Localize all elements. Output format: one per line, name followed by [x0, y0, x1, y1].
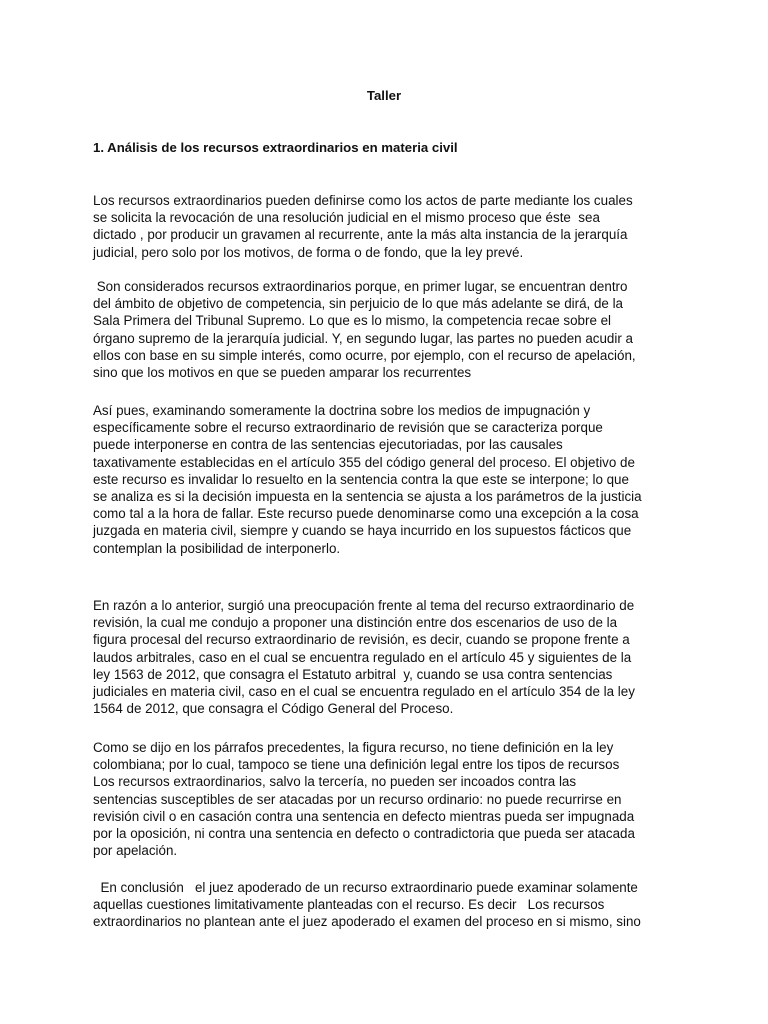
paragraph-line: extraordinarios no plantean ante el juez apoderado el examen del proceso en si mismo, sino [93, 914, 641, 930]
paragraph-line: ellos con base en su simple interés, como ocurre, por ejemplo, con el recurso de apelación, [93, 347, 636, 363]
paragraph-line: puede interponerse en contra de las sentencias ejecutoriadas, por las causales [93, 437, 563, 453]
paragraph-line: juzgada en materia civil, siempre y cuando se haya incurrido en los supuestos fácticos que [93, 523, 632, 539]
paragraph-line: como tal a la hora de fallar. Este recurso puede denominarse como una excepción a la cosa [93, 506, 639, 522]
paragraph-line: específicamente sobre el recurso extraordinario de revisión que se caracteriza porque [93, 420, 603, 436]
paragraph-line: por la oposición, ni contra una sentencia en defecto o contradictoria que pueda ser atacada [93, 826, 635, 842]
paragraph-line: laudos arbitrales, caso en el cual se encuentra regulado en el artículo 45 y siguientes de la [93, 649, 632, 665]
paragraph-line: En conclusión el juez apoderado de un recurso extraordinario puede examinar solamente [93, 880, 638, 895]
paragraph-line: contemplan la posibilidad de interponerlo. [93, 540, 341, 556]
paragraph-line: judicial, pero solo por los motivos, de forma o de fondo, que la ley prevé. [93, 244, 524, 260]
paragraph-line: revisión civil o en casación contra una sentencia en defecto mientras pueda ser impugnada [93, 808, 635, 824]
paragraph-line: del ámbito de objetivo de competencia, sin perjuicio de lo que más adelante se dirá, de la [93, 296, 624, 312]
paragraph-distinction [93, 597, 683, 717]
paragraph-line: Los recursos extraordinarios pueden definirse como los actos de parte mediante los cuales [93, 193, 633, 208]
paragraph-line: este recurso es invalidar lo resuelto en la sentencia contra la que este se interpone; lo que [93, 471, 629, 487]
paragraph-line: sentencias susceptibles de ser atacadas por un recurso ordinario: no puede recurrirse en [93, 791, 622, 807]
paragraph-line: revisión, la cual me condujo a proponer una distinción entre dos escenarios de uso de la [93, 615, 618, 631]
paragraph-line: se solicita la revocación de una resolución judicial en el mismo proceso que éste sea [93, 210, 600, 226]
paragraph-line: Como se dijo en los párrafos precedentes, la figura recurso, no tiene definición en la ley [93, 740, 614, 755]
paragraph-line: Así pues, examinando someramente la doctrina sobre los medios de impugnación y [93, 403, 591, 418]
paragraph-line: se analiza es si la decisión impuesta en la sentencia se ajusta a los parámetros de la justicia [93, 489, 642, 505]
paragraph-line: taxativamente establecidas en el artículo 355 del código general del proceso. El objetivo de [93, 454, 635, 470]
paragraph-line: En razón a lo anterior, surgió una preocupación frente al tema del recurso extraordinario de [93, 598, 635, 613]
paragraph-line: figura procesal del recurso extraordinario de revisión, es decir, cuando se propone frente a [93, 632, 630, 648]
paragraph-line: por apelación. [93, 843, 178, 859]
paragraph-line: dictado , por producir un gravamen al recurrente, ante la más alta instancia de la jerarquía [93, 227, 628, 243]
paragraph-line: colombiana; por lo cual, tampoco se tiene una definición legal entre los tipos de recursos [93, 757, 620, 773]
paragraph-line: 1564 de 2012, que consagra el Código General del Proceso. [93, 701, 454, 717]
paragraph-line: judiciales en materia civil, caso en el cual se encuentra regulado en el artículo 354 de la ley [93, 684, 635, 700]
paragraph-definition-law [93, 739, 683, 859]
section-heading: 1. Análisis de los recursos extraordinarios en materia civil [93, 140, 458, 155]
paragraph-conclusion [93, 879, 683, 931]
paragraph-line: Los recursos extraordinarios, salvo la tercería, no pueden ser incoados contra las [93, 774, 577, 790]
paragraph-classification [93, 278, 683, 381]
paragraph-line: Son considerados recursos extraordinarios porque, en primer lugar, se encuentran dentro [93, 279, 628, 294]
paragraph-line: ley 1563 de 2012, que consagra el Estatuto arbitral y, cuando se usa contra sentencias [93, 666, 613, 682]
document-title: Taller [366, 88, 402, 103]
paragraph-line: Sala Primera del Tribunal Supremo. Lo que es lo mismo, la competencia recae sobre el [93, 313, 612, 329]
paragraph-line: sino que los motivos en que se pueden amparar los recurrentes [93, 365, 472, 381]
paragraph-definition [93, 192, 683, 261]
paragraph-line: órgano supremo de la jerarquía judicial. Y, en segundo lugar, las partes no pueden acudir a [93, 330, 633, 346]
paragraph-line: aquellas cuestiones limitativamente planteadas con el recurso. Es decir Los recursos [93, 897, 605, 913]
paragraph-revision [93, 402, 683, 557]
